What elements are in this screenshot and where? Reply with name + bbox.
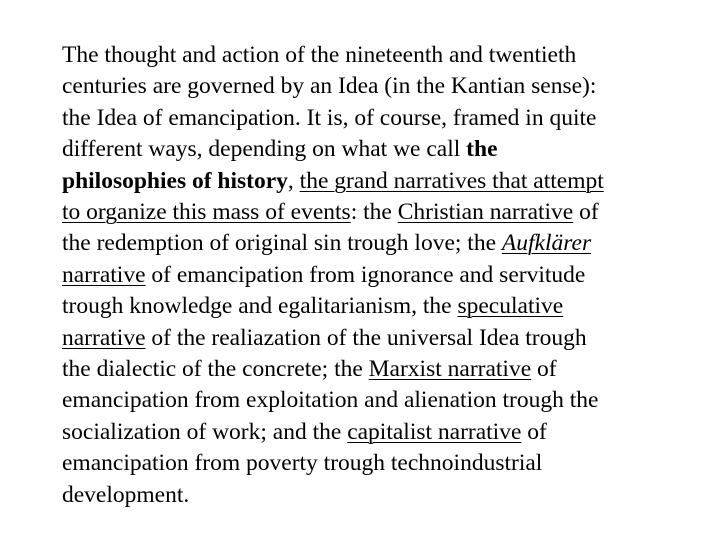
text-line-6: [62, 197, 702, 228]
text-run: the Idea of emancipation. It is, of course, framed in quite: [62, 104, 597, 131]
underlined-phrase: narrative: [62, 324, 146, 351]
text-line-4: [62, 134, 702, 165]
text-run: socialization of work; and the: [62, 418, 348, 445]
text-line-13: [62, 417, 702, 448]
text-line-15: [62, 480, 702, 511]
text-line-3: [62, 103, 702, 134]
text-run: the dialectic of the concrete; the: [62, 356, 369, 383]
text-line-14: [62, 448, 702, 479]
text-line-7: [62, 228, 702, 259]
underlined-phrase: the grand narratives that attempt: [299, 167, 604, 194]
text-line-10: [62, 323, 702, 354]
text-line-1: [62, 40, 702, 71]
text-run: The thought and action of the nineteenth and twentieth: [62, 42, 577, 68]
text-run: : the: [350, 199, 398, 226]
text-run: of emancipation from ignorance and servitude: [145, 261, 586, 288]
text-run: emancipation from exploitation and alienation trough the: [62, 387, 599, 414]
text-run: of the realiazation of the universal Idea trough: [145, 324, 587, 351]
text-line-9: [62, 291, 702, 322]
text-run: of: [521, 418, 547, 445]
text-line-12: [62, 385, 702, 416]
quote-paragraph: [62, 40, 702, 511]
underlined-italic-phrase: Aufklärer: [501, 230, 592, 257]
text-run: the redemption of original sin trough love; the: [62, 230, 502, 257]
underlined-phrase: to organize this mass of events: [62, 199, 351, 226]
text-line-5: [62, 166, 702, 197]
text-run: emancipation from poverty trough technoindustrial: [62, 450, 543, 477]
underlined-phrase: speculative: [457, 293, 564, 320]
text-run: of: [531, 356, 557, 383]
text-line-2: [62, 71, 702, 102]
underlined-phrase: Christian narrative: [397, 199, 574, 226]
text-run: of: [573, 199, 599, 226]
text-run: different ways, depending on what we call: [62, 136, 467, 163]
text-run: centuries are governed by an Idea (in the Kantian sense):: [62, 73, 597, 100]
underlined-phrase: narrative: [62, 261, 146, 288]
text-line-8: [62, 260, 702, 291]
text-run: development.: [62, 481, 190, 508]
text-run: trough knowledge and egalitarianism, the: [62, 293, 458, 320]
underlined-phrase: Marxist narrative: [368, 356, 532, 383]
bold-phrase: the: [466, 136, 498, 163]
underlined-phrase: capitalist narrative: [347, 418, 522, 445]
text-run: ,: [287, 167, 300, 194]
text-line-11: [62, 354, 702, 385]
bold-phrase: philosophies of history: [62, 167, 288, 194]
